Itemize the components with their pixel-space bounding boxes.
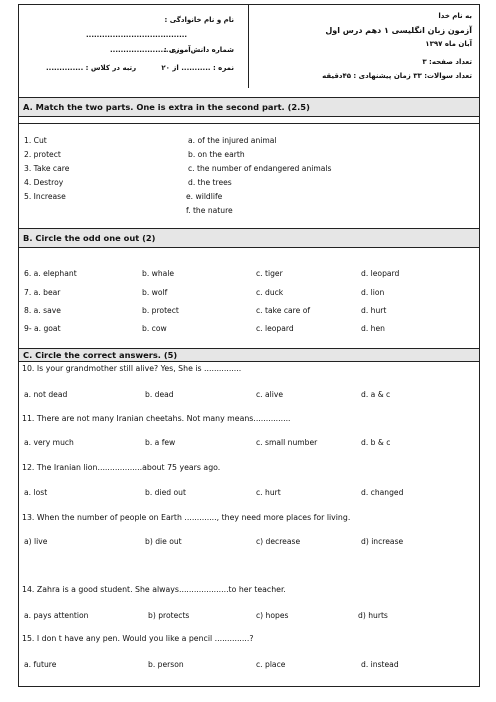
answer-option[interactable]: a. not dead: [24, 390, 68, 399]
answer-option[interactable]: c. hurt: [256, 488, 281, 497]
match-right-item: f. the nature: [186, 206, 233, 215]
question-text: 10. Is your grandmother still alive? Yes, She is ...............: [22, 364, 242, 373]
odd-option[interactable]: b. whale: [142, 269, 175, 278]
bismillah: به نام خدا: [438, 12, 472, 20]
answer-option[interactable]: c) decrease: [256, 537, 301, 546]
odd-option[interactable]: c. take care of: [256, 306, 311, 315]
student-no-label: شماره دانش‌آموزی :: [163, 46, 234, 54]
odd-option[interactable]: b. cow: [142, 324, 167, 333]
answer-option[interactable]: b. a few: [145, 438, 176, 447]
odd-option[interactable]: c. tiger: [256, 269, 283, 278]
match-right-item: b. on the earth: [188, 150, 245, 159]
match-right-item: d. the trees: [188, 178, 232, 187]
student-no-field[interactable]: ...........................: [110, 46, 182, 54]
odd-option[interactable]: b. wolf: [142, 288, 168, 297]
answer-option[interactable]: a. pays attention: [24, 611, 89, 620]
question-text: 13. When the number of people on Earth ............., they need more places for living.: [22, 513, 351, 522]
odd-option[interactable]: c. leopard: [256, 324, 294, 333]
match-left-item: 5. Increase: [24, 192, 66, 201]
match-left-item: 1. Cut: [24, 136, 47, 145]
question-text: 11. There are not many Iranian cheetahs. Not many means...............: [22, 414, 291, 423]
question-text: 14. Zahra is a good student. She always....................to her teacher.: [22, 585, 286, 594]
match-left-item: 4. Destroy: [24, 178, 64, 187]
question-text: 12. The Iranian lion..................about 75 years ago.: [22, 463, 221, 472]
answer-option[interactable]: d) hurts: [358, 611, 388, 620]
answer-option[interactable]: a) live: [24, 537, 48, 546]
section-a-title: A. Match the two parts. One is extra in the second part. (2.5): [19, 97, 479, 117]
odd-option[interactable]: 9- a. goat: [24, 324, 61, 333]
answer-option[interactable]: c. alive: [256, 390, 284, 399]
odd-option[interactable]: 8. a. save: [24, 306, 61, 315]
name-label: نام و نام خانوادگی :: [164, 16, 234, 24]
match-right-item: c. the number of endangered animals: [188, 164, 332, 173]
match-left-item: 2. protect: [24, 150, 61, 159]
section-a-divider: [19, 123, 479, 124]
page-count: تعداد صفحه: ۳: [422, 58, 472, 66]
class-rank-field: رتبه در کلاس : ..............: [46, 64, 137, 72]
exam-title: آزمون زبان انگلیسی ۱ دهم درس اول: [325, 26, 472, 35]
section-b-title: B. Circle the odd one out (2): [19, 228, 479, 248]
section-c-title: C. Circle the correct answers. (5): [19, 348, 479, 362]
odd-option[interactable]: d. hurt: [361, 306, 387, 315]
match-right-item: a. of the injured animal: [188, 136, 277, 145]
odd-option[interactable]: d. leopard: [361, 269, 400, 278]
odd-option[interactable]: b. protect: [142, 306, 179, 315]
answer-option[interactable]: c) hopes: [256, 611, 289, 620]
header-divider: [248, 4, 249, 88]
answer-option[interactable]: d. changed: [361, 488, 404, 497]
odd-option[interactable]: c. duck: [256, 288, 284, 297]
question-text: 15. I don t have any pen. Would you like a pencil ..............?: [22, 634, 254, 643]
exam-date: آبان ماه ۱۳۹۷: [425, 40, 472, 48]
answer-option[interactable]: b. person: [148, 660, 184, 669]
odd-option[interactable]: 7. a. bear: [24, 288, 61, 297]
answer-option[interactable]: c. small number: [256, 438, 318, 447]
answer-option[interactable]: b. died out: [145, 488, 186, 497]
name-field[interactable]: ......................................: [86, 31, 188, 39]
score-field: نمره : ........... از ۲۰: [161, 64, 234, 72]
answer-option[interactable]: b) die out: [145, 537, 182, 546]
odd-option[interactable]: d. hen: [361, 324, 385, 333]
answer-option[interactable]: b) protects: [148, 611, 190, 620]
match-left-item: 3. Take care: [24, 164, 70, 173]
odd-option[interactable]: d. lion: [361, 288, 385, 297]
question-info: تعداد سوالات: ۳۳ زمان پیشنهادی : ۴۵دقیقه: [322, 72, 472, 80]
answer-option[interactable]: d) increase: [361, 537, 404, 546]
answer-option[interactable]: a. future: [24, 660, 57, 669]
answer-option[interactable]: b. dead: [145, 390, 174, 399]
answer-option[interactable]: d. a & c: [361, 390, 391, 399]
answer-option[interactable]: d. b & c: [361, 438, 391, 447]
answer-option[interactable]: d. instead: [361, 660, 399, 669]
answer-option[interactable]: c. place: [256, 660, 286, 669]
odd-option[interactable]: 6. a. elephant: [24, 269, 77, 278]
answer-option[interactable]: a. lost: [24, 488, 48, 497]
answer-option[interactable]: a. very much: [24, 438, 74, 447]
match-right-item: e. wildlife: [186, 192, 223, 201]
